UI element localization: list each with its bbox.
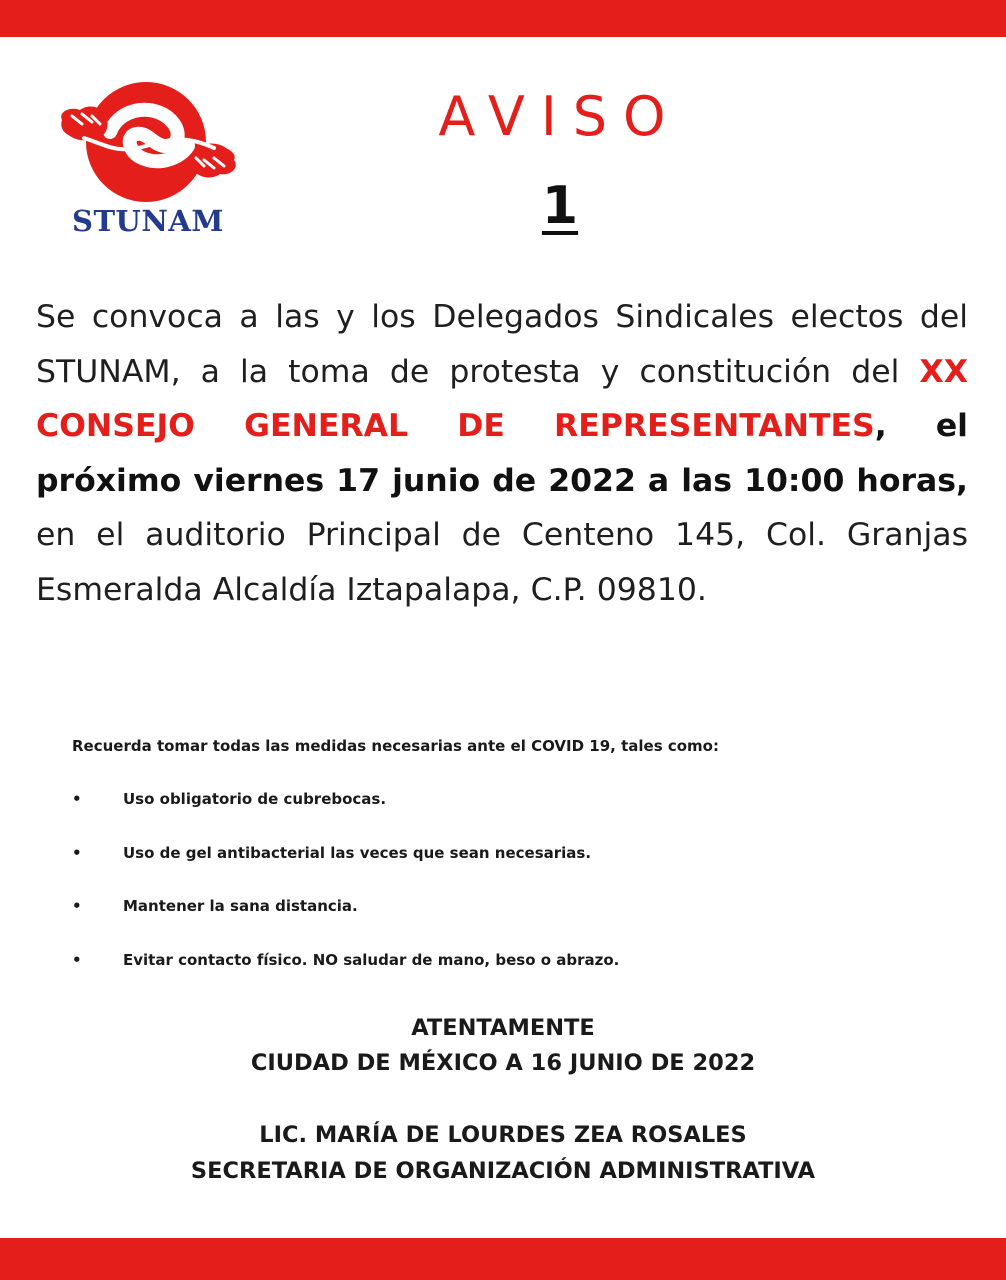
- bottom-red-band: [0, 1238, 1006, 1280]
- logo-text: STUNAM: [72, 204, 224, 238]
- measure-text: Uso obligatorio de cubrebocas.: [123, 790, 387, 808]
- covid-measures-list: [72, 790, 952, 1004]
- measure-text: Uso de gel antibacterial las veces que sean necesarias.: [123, 843, 592, 862]
- bullet-icon: •: [72, 790, 82, 808]
- convocation-text-start: Se convoca a las y los Delegados Sindicales electos del STUNAM, a la toma de protesta y constitución del: [36, 299, 968, 390]
- list-item: [72, 844, 952, 898]
- event-date-time: , el próximo viernes 17 junio de 2022 a las 10:00 horas,: [36, 408, 968, 499]
- list-item: [72, 790, 952, 844]
- stunam-logo: [48, 76, 248, 246]
- notice-number-value: 1: [541, 176, 579, 236]
- place-date: CIUDAD DE MÉXICO A 16 JUNIO DE 2022: [250, 1050, 756, 1076]
- notice-title: AVISO: [438, 85, 682, 148]
- list-item: [72, 951, 952, 1005]
- covid-intro: Recuerda tomar todas las medidas necesarias ante el COVID 19, tales como:: [72, 737, 719, 755]
- bullet-icon: •: [72, 843, 82, 862]
- measure-text: Evitar contacto físico. NO saludar de mano, beso o abrazo.: [123, 950, 620, 969]
- signatory-name: LIC. MARÍA DE LOURDES ZEA ROSALES: [259, 1122, 747, 1148]
- signatory-position: SECRETARIA DE ORGANIZACIÓN ADMINISTRATIVA: [190, 1158, 816, 1184]
- stunam-hands-icon: [48, 76, 248, 206]
- council-name: XX CONSEJO GENERAL DE REPRESENTANTES: [36, 353, 968, 444]
- closing-text: ATENTAMENTE: [411, 1015, 595, 1041]
- notice-number: [360, 176, 760, 236]
- event-location: en el auditorio Principal de Centeno 145, Col. Granjas Esmeralda Alcaldía Iztapalapa, C.P. 09810.: [36, 517, 968, 608]
- top-red-band: [0, 0, 1006, 37]
- convocation-paragraph: [36, 290, 968, 617]
- list-item: [72, 897, 952, 951]
- measure-text: Mantener la sana distancia.: [123, 897, 358, 915]
- bullet-icon: •: [72, 950, 82, 969]
- bullet-icon: •: [72, 897, 82, 915]
